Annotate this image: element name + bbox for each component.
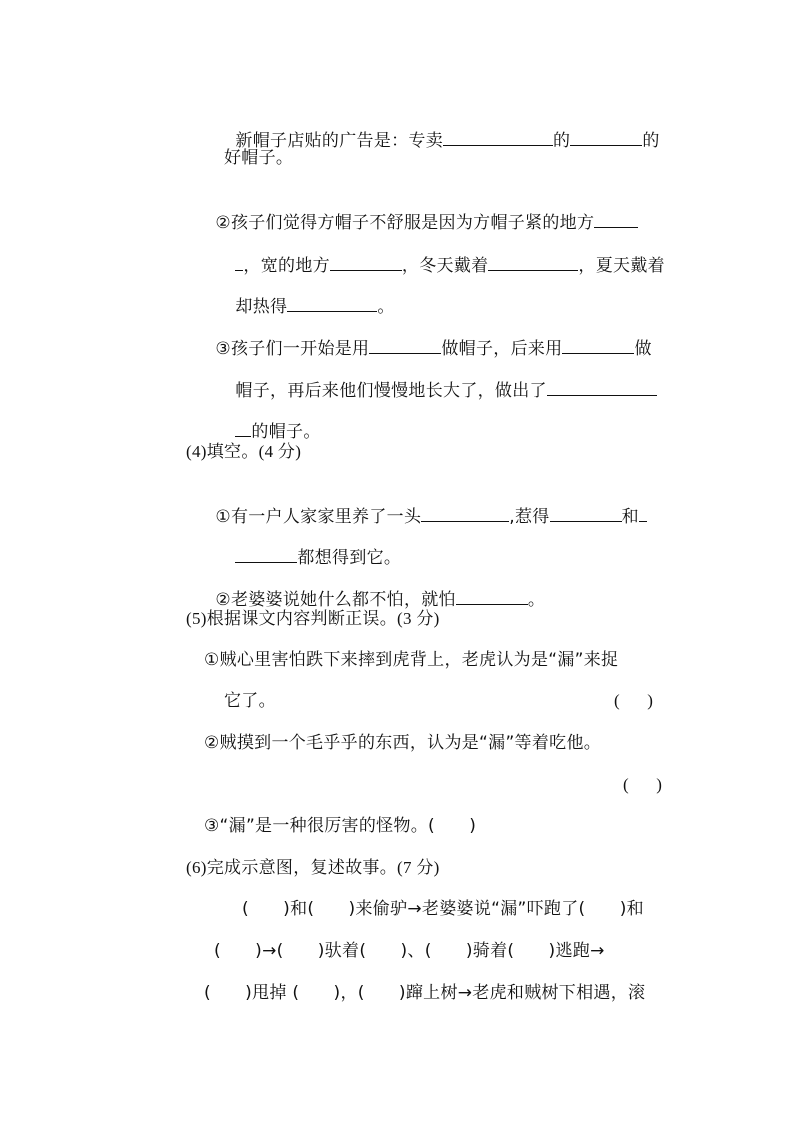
q5-item1-line2: 它了。 — [224, 691, 276, 711]
blank-field[interactable] — [369, 337, 441, 354]
text: 。 — [377, 297, 395, 317]
q5-item3-line1: ③“漏”是一种很厉害的怪物。( ) — [204, 816, 477, 836]
q3-item2-line3 — [224, 273, 395, 318]
q5-item2-line1: ②贼摸到一个毛乎乎的东西，认为是“漏”等着吃他。 — [204, 733, 602, 753]
text: 都想得到它。 — [297, 548, 402, 568]
text: 的帽子。 — [251, 422, 321, 442]
blank-field[interactable] — [562, 337, 634, 354]
q5-item1-line1: ①贼心里害怕跌下来摔到虎背上，老虎认为是“漏”来捉 — [204, 650, 619, 670]
blank-field[interactable] — [287, 295, 377, 312]
q4-item1-line2 — [224, 524, 401, 569]
blank-field[interactable] — [547, 379, 657, 396]
text: 却热得 — [235, 297, 288, 317]
blank-field[interactable] — [488, 254, 578, 271]
text: ②老婆婆说她什么都不怕，就怕 — [215, 590, 456, 610]
blank-field[interactable] — [570, 129, 642, 146]
q3-item2-line2 — [224, 232, 665, 277]
blank-field[interactable] — [594, 211, 638, 228]
q6-line3: ( )甩掉 ( )，( )蹿上树→老虎和贼树下相遇，滚 — [204, 983, 646, 1003]
text: ①有一户人家家里养了一头 — [215, 507, 422, 527]
text: 新帽子店贴的广告是：专卖 — [235, 131, 444, 151]
q6-heading: (6)完成示意图，复述故事。(7 分) — [186, 858, 440, 877]
blank-field[interactable] — [550, 505, 622, 522]
text: 。 — [527, 590, 546, 610]
q3-item1-line2: 好帽子。 — [224, 148, 294, 168]
blank-field[interactable] — [421, 505, 509, 522]
q5-item1-answer[interactable]: ( ) — [614, 691, 654, 710]
q6-line2: ( )→( )驮着( )、( )骑着( )逃跑→ — [214, 941, 605, 961]
text: ②孩子们觉得方帽子不舒服是因为方帽子紧的地方 — [215, 213, 595, 233]
blank-field[interactable] — [235, 420, 251, 437]
blank-field[interactable] — [330, 254, 402, 271]
text: ③孩子们一开始是用 — [215, 339, 370, 359]
q4-item1-line1 — [204, 483, 647, 528]
q5-heading: (5)根据课文内容判断正误。(3 分) — [186, 609, 440, 628]
q6-line1: ( )和( )来偷驴→老婆婆说“漏”吓跑了( )和 — [242, 899, 644, 919]
text: ，冬天戴着 — [401, 256, 489, 276]
q3-item3-line2 — [224, 357, 657, 402]
text: 和 — [621, 507, 639, 527]
q4-heading: (4)填空。(4 分) — [186, 442, 302, 461]
blank-field[interactable] — [443, 129, 553, 146]
q3-item3-line3 — [224, 398, 321, 443]
q3-item3-line1 — [204, 315, 652, 360]
blank-field[interactable] — [639, 505, 647, 522]
text: ，宽的地方 — [243, 256, 330, 276]
blank-field[interactable] — [235, 546, 297, 563]
text: 做帽子，后来用 — [441, 339, 563, 359]
blank-field[interactable] — [456, 588, 528, 605]
text: ,惹得 — [509, 507, 550, 527]
q3-item2-line1 — [204, 189, 638, 234]
text: 的 — [642, 131, 660, 151]
q4-item2-line1 — [204, 566, 545, 611]
q3-item1-line1 — [224, 107, 660, 152]
text: 的 — [553, 131, 571, 151]
q5-item2-answer[interactable]: ( ) — [623, 775, 663, 794]
text: 帽子，再后来他们慢慢地长大了，做出了 — [235, 381, 547, 401]
text: 做 — [634, 339, 652, 359]
text: ，夏天戴着 — [578, 256, 665, 276]
